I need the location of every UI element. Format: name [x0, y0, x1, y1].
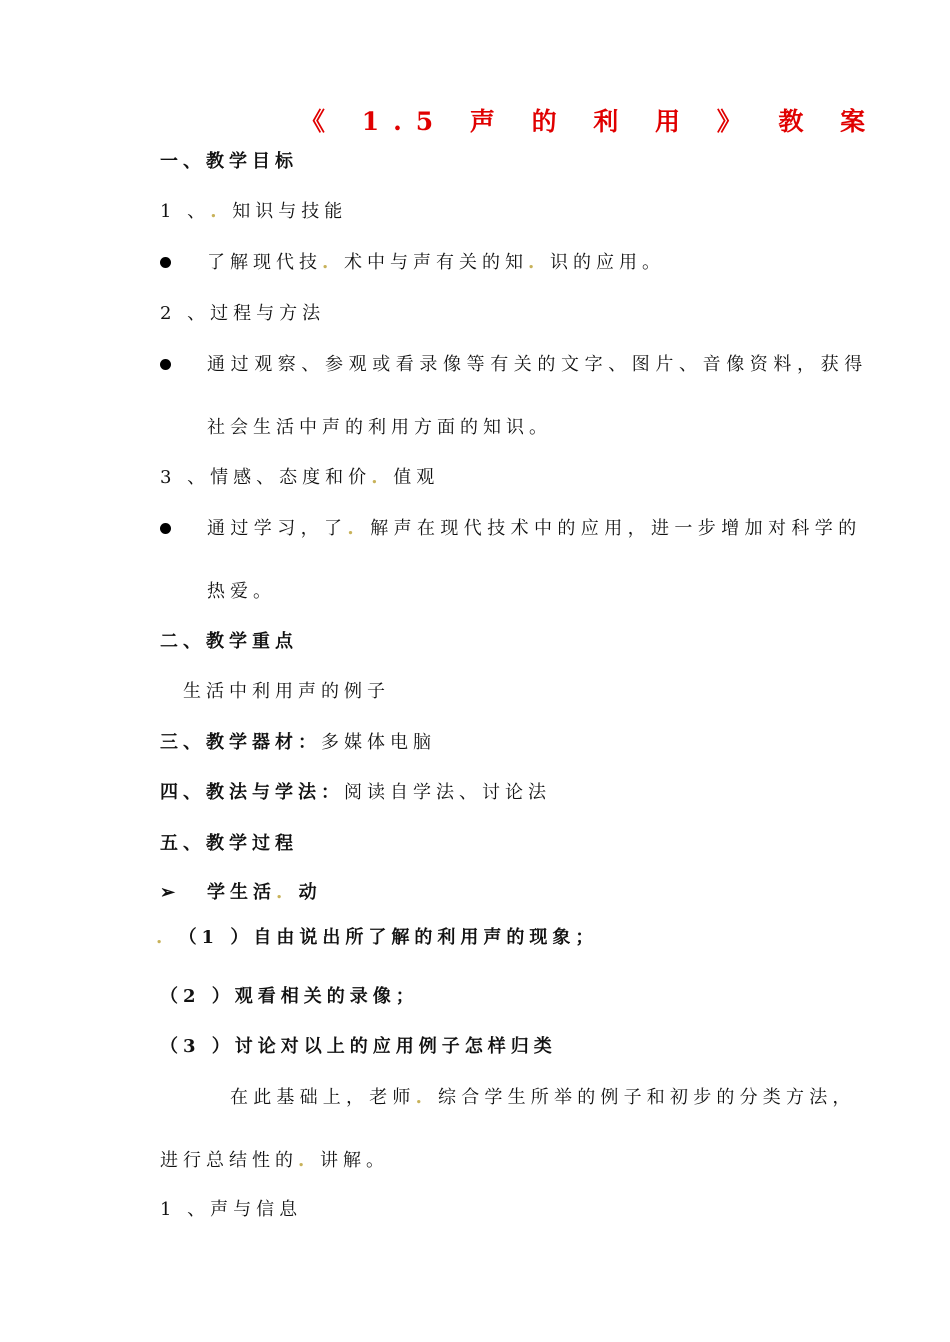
- text-fragment: 学生活: [207, 882, 276, 903]
- subsection-sound-and-information: 1 、声与信息: [160, 1199, 303, 1220]
- text-fragment: 值观: [393, 467, 440, 488]
- text-fragment: 3 、情感、态度和价: [160, 467, 372, 488]
- bullet-text-3-line-2: 热爱。: [207, 581, 276, 602]
- objective-1-label: 知识与技能: [232, 201, 348, 222]
- bullet-icon: [160, 257, 171, 268]
- document-title: 《 1.5 声 的 利 用 》 教 案: [300, 107, 880, 136]
- section-heading-process: 五、教学过程: [160, 833, 298, 854]
- objective-1: [160, 200, 347, 224]
- speck-mark: .: [347, 518, 360, 539]
- text-fragment: 解声在现代技术中的应用，进一步增加对科学的: [370, 518, 862, 539]
- step-1: [156, 926, 598, 950]
- step-2: （2 ）观看相关的录像；: [160, 986, 419, 1007]
- objective-2: 2 、过程与方法: [160, 303, 326, 324]
- objective-1-number: 1 、: [160, 201, 211, 222]
- bullet-icon: [160, 359, 171, 370]
- bullet-text-2-line-1: 通过观察、参观或看录像等有关的文字、图片、音像资料，获得: [207, 354, 868, 375]
- bullet-text-2-line-2: 社会生活中声的利用方面的知识。: [207, 417, 552, 438]
- step-1-text: （1 ）自由说出所了解的利用声的现象；: [178, 927, 599, 948]
- student-activity: [207, 881, 322, 905]
- speck-mark: .: [276, 882, 288, 903]
- speck-mark: .: [156, 927, 168, 948]
- key-points-content: 生活中利用声的例子: [183, 681, 390, 702]
- section-heading-equipment: 三、教学器材：: [160, 732, 321, 753]
- speck-mark: .: [528, 252, 540, 273]
- section-equipment: [160, 731, 436, 755]
- bullet-text-1: [207, 251, 665, 275]
- text-fragment: 讲解。: [320, 1150, 390, 1171]
- text-fragment: 术中与声有关的知: [344, 252, 529, 273]
- speck-mark: .: [322, 252, 334, 273]
- speck-mark: .: [371, 467, 383, 488]
- summary-paragraph-line-1: [230, 1086, 856, 1110]
- section-methods: [160, 781, 551, 805]
- text-fragment: 动: [298, 882, 322, 903]
- section-heading-objectives: 一、教学目标: [160, 151, 298, 172]
- section-heading-methods: 四、教法与学法：: [160, 782, 344, 803]
- speck-mark: .: [298, 1150, 310, 1171]
- text-fragment: 在此基础上，老师: [230, 1087, 416, 1108]
- text-fragment: 了解现代技: [207, 252, 322, 273]
- speck-mark: .: [415, 1087, 428, 1108]
- bullet-icon: [160, 523, 171, 534]
- summary-paragraph-line-2: [160, 1149, 389, 1173]
- objective-3: [160, 466, 439, 490]
- arrow-bullet-icon: ➢: [160, 882, 176, 903]
- section-heading-key-points: 二、教学重点: [160, 631, 298, 652]
- text-fragment: 识的应用。: [550, 252, 666, 273]
- text-fragment: 进行总结性的: [160, 1150, 298, 1171]
- text-fragment: 综合学生所举的例子和初步的分类方法，: [438, 1087, 856, 1108]
- methods-content: 阅读自学法、讨论法: [344, 782, 551, 803]
- bullet-text-3-line-1: [207, 517, 862, 541]
- speck-mark: .: [210, 201, 222, 222]
- equipment-content: 多媒体电脑: [321, 732, 436, 753]
- text-fragment: 通过学习，了: [207, 518, 348, 539]
- step-3: （3 ）讨论对以上的应用例子怎样归类: [160, 1036, 557, 1057]
